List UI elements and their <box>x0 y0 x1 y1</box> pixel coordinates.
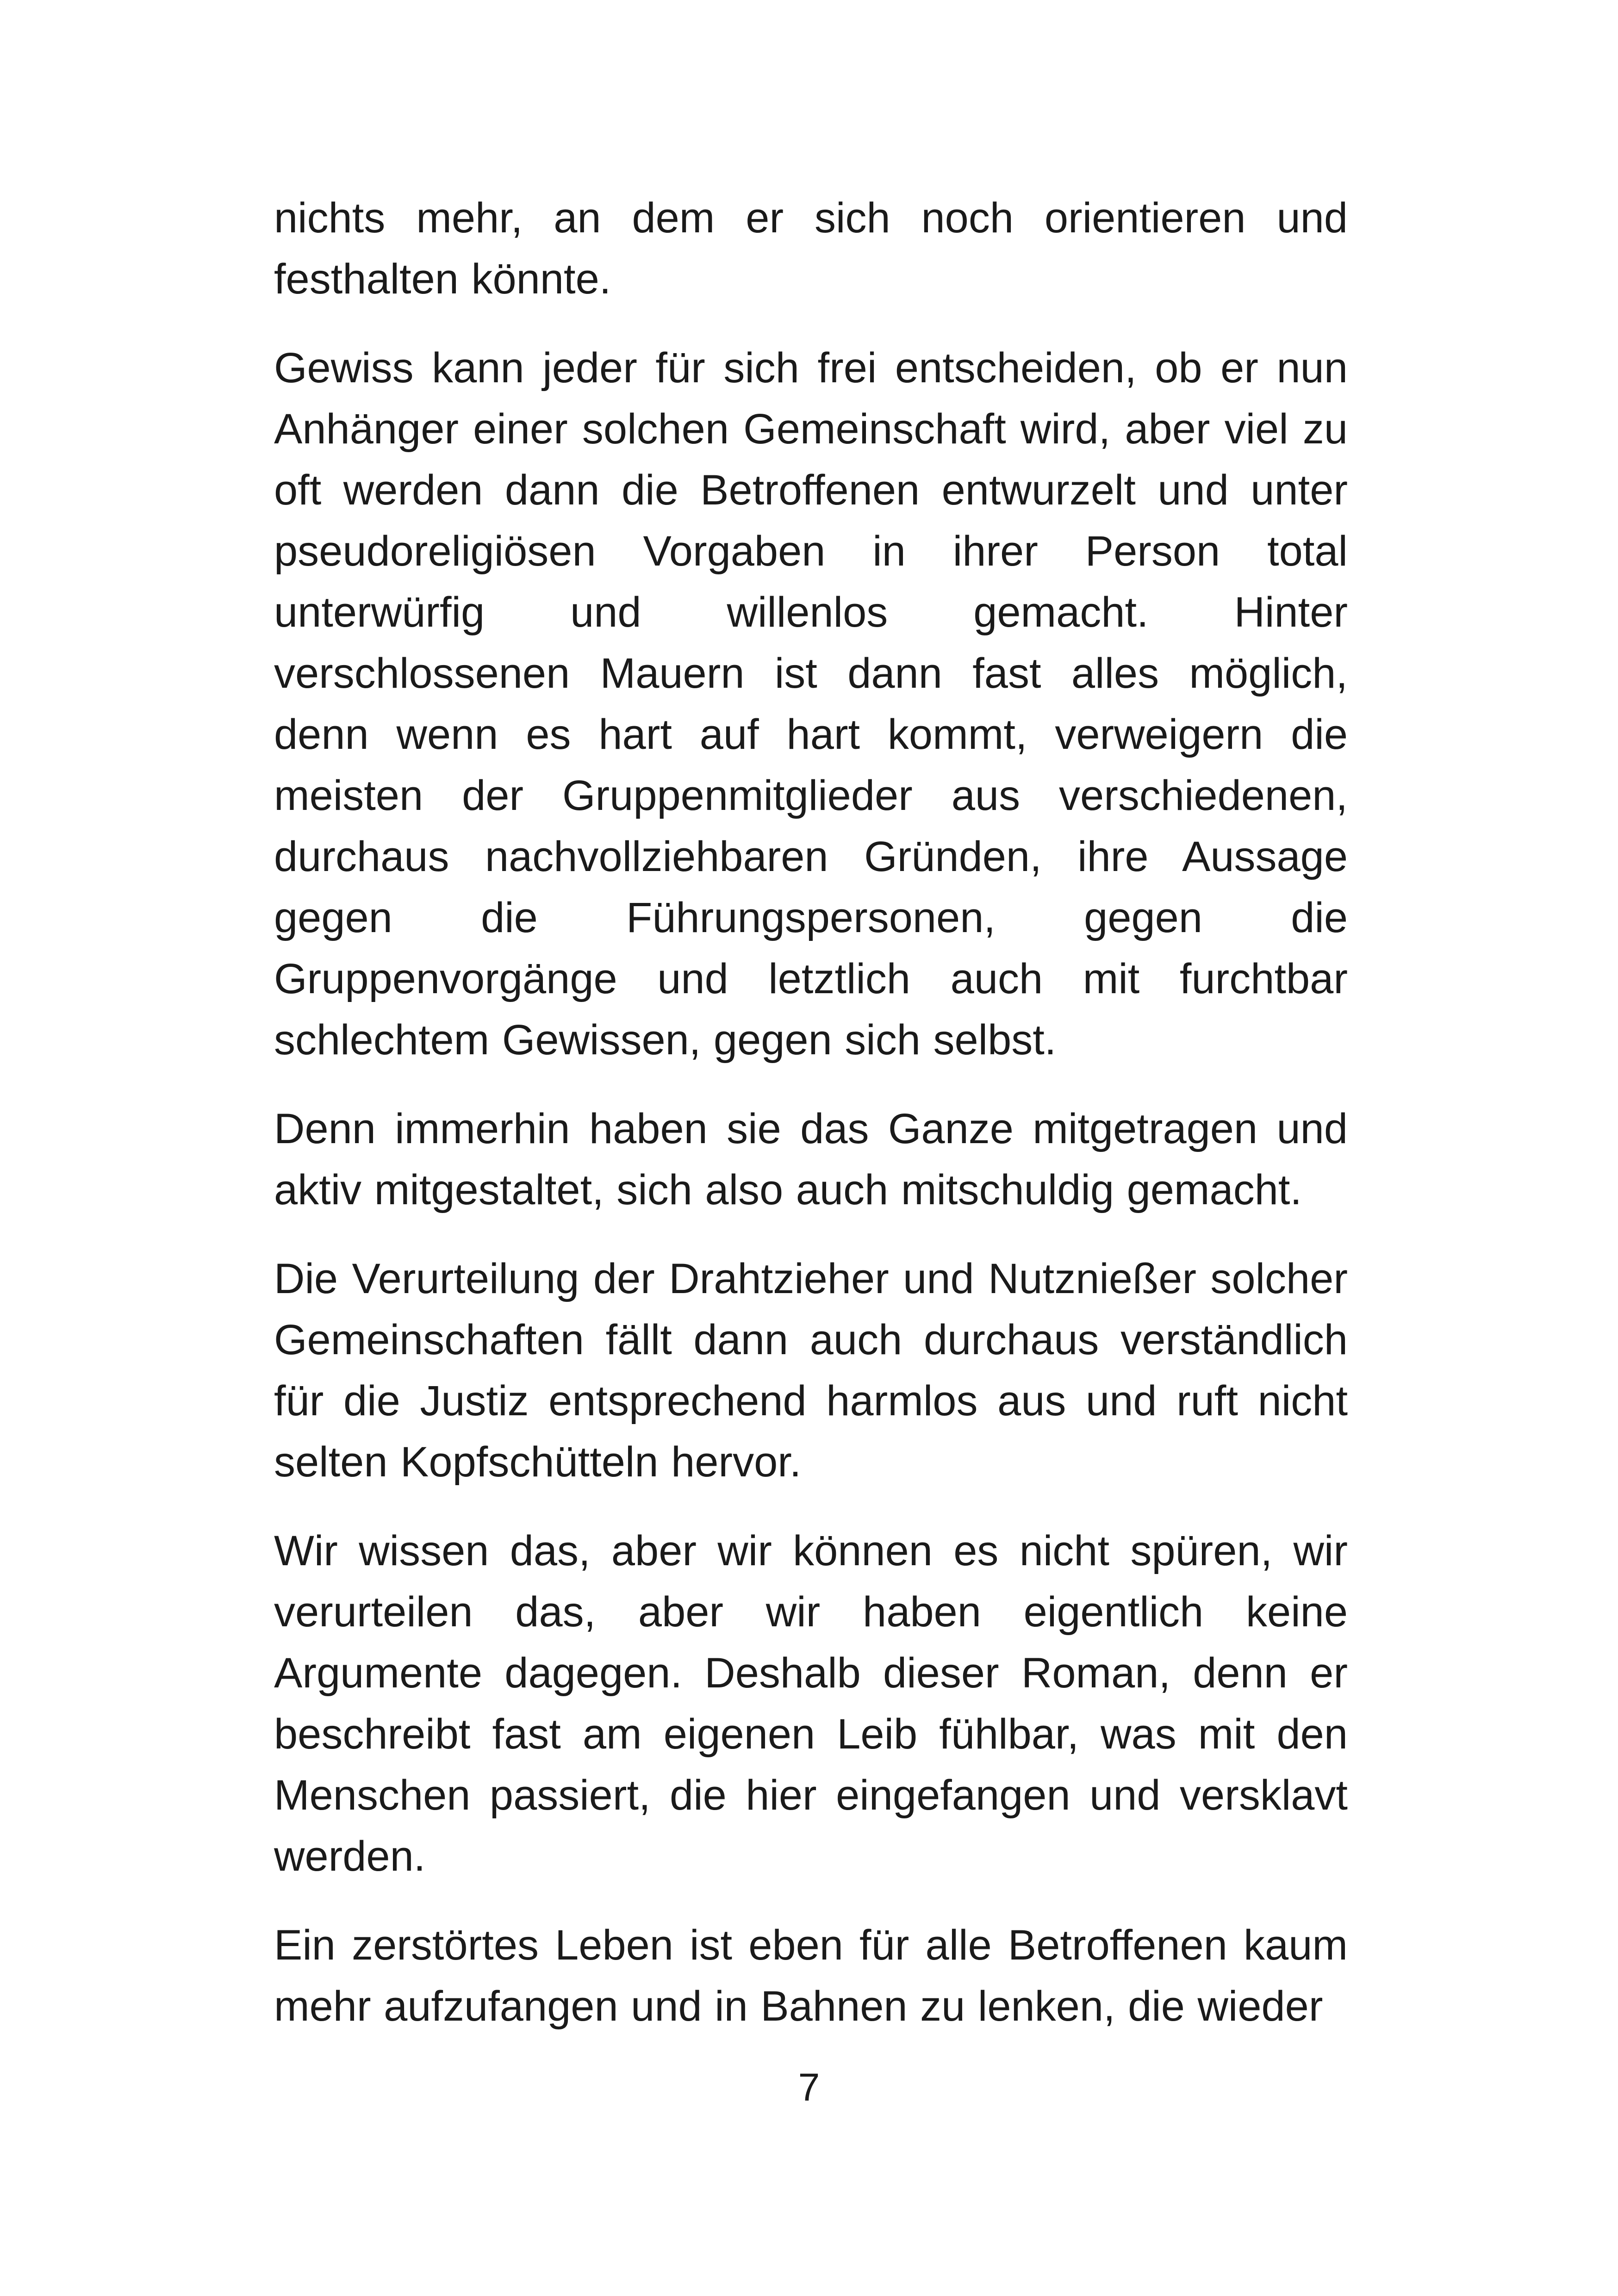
paragraph-5: Wir wissen das, aber wir können es nicht spüren, wir verurteilen das, aber wir haben eigentlich keine Argumente dagegen. Deshalb dieser Roman, denn er beschreibt fast am eigenen Leib fühlbar, was mit den Menschen passiert, die hier eingefangen und versklavt werden. <box>274 1527 1348 1880</box>
paragraph-6: Ein zerstörtes Leben ist eben für alle Betroffenen kaum mehr aufzufangen und in Bahnen zu lenken, die wieder <box>274 1922 1348 2030</box>
body-text <box>274 187 1348 2065</box>
paragraph-4: Die Verurteilung der Drahtzieher und Nutznießer solcher Gemeinschaften fällt dann auch durchaus verständlich für die Justiz entsprechend harmlos aus und ruft nicht selten Kopfschütteln hervor. <box>274 1255 1348 1486</box>
page-number: 7 <box>798 2066 820 2109</box>
paragraph-2: Gewiss kann jeder für sich frei entscheiden, ob er nun Anhänger einer solchen Gemeinschaft wird, aber viel zu oft werden dann die Betroffenen entwurzelt und unter pseudoreligiösen Vorgaben in ihrer Person total unterwürfig und willenlos gemacht. Hinter verschlossenen Mauern ist dann fast alles möglich, denn wenn es hart auf hart kommt, verweigern die meisten der Gruppenmitglieder aus verschiedenen, durchaus nachvollziehbaren Gründen, ihre Aussage gegen die Führungspersonen, gegen die Gruppenvorgänge und letztlich auch mit furchtbar schlechtem Gewissen, gegen sich selbst. <box>274 344 1348 1064</box>
paragraph-1: nichts mehr, an dem er sich noch orientieren und festhalten könnte. <box>274 194 1348 303</box>
paragraph-3: Denn immerhin haben sie das Ganze mitgetragen und aktiv mitgestaltet, sich also auch mitschuldig gemacht. <box>274 1105 1348 1213</box>
